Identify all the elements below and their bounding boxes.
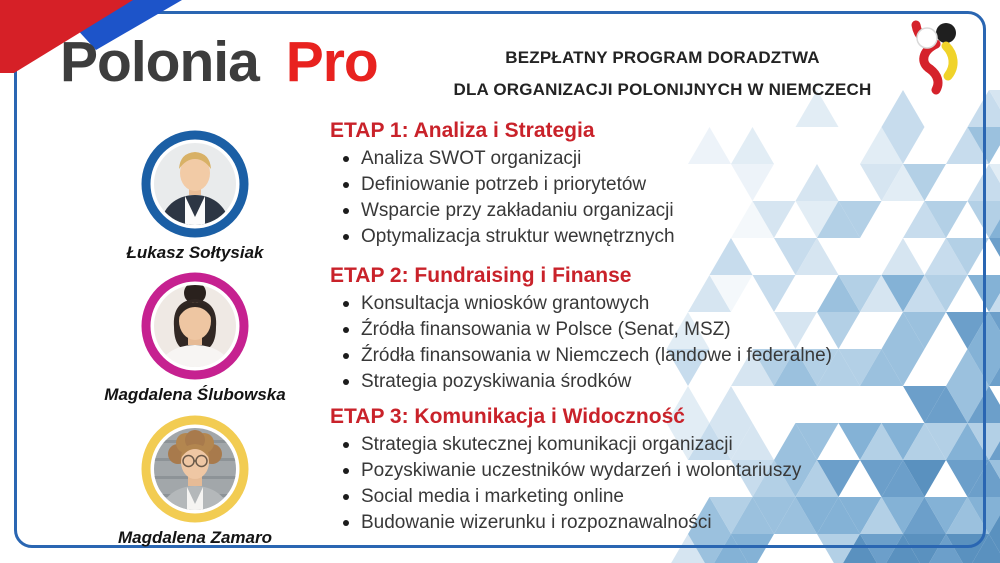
logo-white-head	[917, 28, 937, 48]
list-item: Strategia pozyskiwania środków	[330, 369, 895, 395]
portrait-lukasz	[140, 129, 250, 239]
title-polonia: Polonia	[60, 30, 259, 94]
stage-1-heading: ETAP 1: Analiza i Strategia	[330, 119, 595, 142]
logo-black-head	[936, 23, 956, 43]
subtitle-line2: DLA ORGANIZACJI POLONIJNYCH W NIEMCZECH	[453, 80, 872, 99]
list-item: Wsparcie przy zakładaniu organizacji	[330, 198, 895, 224]
list-item: Źródła finansowania w Niemczech (landowe i federalne)	[330, 343, 895, 369]
portrait-zamaro	[140, 414, 250, 524]
list-item: Analiza SWOT organizacji	[330, 146, 895, 172]
list-item: Pozyskiwanie uczestników wydarzeń i wolontariuszy	[330, 458, 895, 484]
member-name: Magdalena Zamaro	[118, 528, 272, 547]
stage-1	[330, 117, 895, 250]
member-name: Łukasz Sołtysiak	[126, 243, 264, 262]
list-item: Social media i marketing online	[330, 484, 895, 510]
stage-2-heading: ETAP 2: Fundraising i Finanse	[330, 264, 632, 287]
list-item: Konsultacja wniosków grantowych	[330, 291, 895, 317]
list-item: Optymalizacja struktur wewnętrznych	[330, 224, 895, 250]
list-item: Źródła finansowania w Polsce (Senat, MSZ)	[330, 317, 895, 343]
stage-3-heading: ETAP 3: Komunikacja i Widoczność	[330, 405, 685, 428]
avatar-man-icon	[154, 143, 236, 225]
stage-3-list	[330, 432, 895, 536]
team-member-3	[75, 414, 315, 548]
subtitle-line1: BEZPŁATNY PROGRAM DORADZTWA	[505, 48, 820, 67]
avatar-woman-glasses-icon	[154, 428, 236, 510]
team-member-2	[75, 271, 315, 405]
subtitle	[430, 42, 895, 106]
page-title	[60, 30, 378, 96]
stage-2-list	[330, 291, 895, 395]
stage-1-list	[330, 146, 895, 250]
stage-2	[330, 262, 895, 395]
logo-yellow-body	[946, 46, 953, 76]
member-name: Magdalena Ślubowska	[104, 385, 286, 404]
portrait-slubowska	[140, 271, 250, 381]
stage-3	[330, 403, 895, 536]
list-item: Budowanie wizerunku i rozpoznawalności	[330, 510, 895, 536]
list-item: Strategia skutecznej komunikacji organizacji	[330, 432, 895, 458]
title-pro: Pro	[285, 30, 378, 94]
list-item: Definiowanie potrzeb i priorytetów	[330, 172, 895, 198]
team-member-1	[75, 129, 315, 263]
dancers-logo-icon	[903, 16, 967, 96]
